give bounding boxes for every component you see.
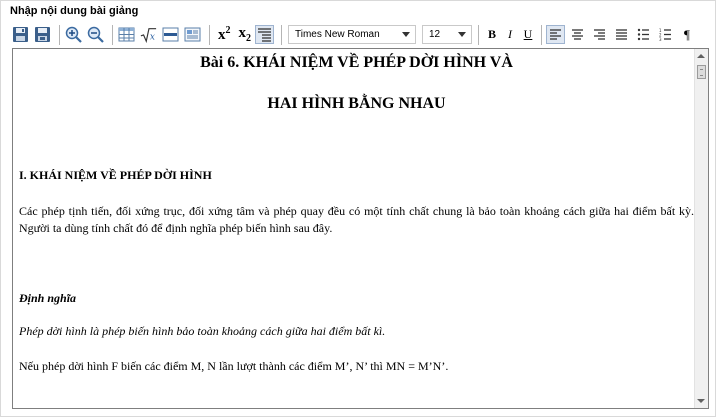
panel-title: Nhập nội dung bài giảng [10,5,139,17]
underline-button[interactable]: U [523,27,533,41]
font-family-value: Times New Roman [295,29,380,40]
svg-text:3: 3 [659,37,662,41]
toolbar-separator [59,25,60,45]
save-button[interactable] [11,25,30,44]
insert-table-button[interactable] [117,25,136,44]
italic-button[interactable]: I [508,27,512,41]
font-size-value: 12 [429,29,441,40]
align-right-icon [593,28,606,41]
formula-icon [140,26,157,43]
chevron-down-icon [458,32,466,37]
toolbar-separator [281,25,282,45]
justify-icon [615,28,628,41]
insert-image-icon [184,26,201,43]
numbered-list-icon [659,28,672,41]
toolbar-separator [209,25,210,45]
bullet-list-button[interactable] [634,25,653,44]
bullet-list-icon [637,28,650,41]
document-title-line1: Bài 6. KHÁI NIỆM VỀ PHÉP DỜI HÌNH VÀ [200,54,513,71]
justify-button[interactable] [612,25,631,44]
definition-heading: Định nghĩa [19,291,77,305]
save-as-icon [34,26,51,43]
align-left-button[interactable] [546,25,565,44]
zoom-out-icon [87,26,104,43]
horizontal-rule-button[interactable] [161,25,180,44]
numbered-list-button[interactable] [656,25,675,44]
definition-text: Phép dời hình là phép biến hình bảo toàn khoảng cách giữa hai điểm bất kì. [19,324,386,338]
scroll-thumb[interactable] [697,65,706,79]
formatting-toolbar [11,21,709,48]
table-icon [118,26,135,43]
paragraph-2: Nếu phép dời hình F biến các điểm M, N lần lượt thành các điểm M’, N’ thì MN = M’N’. [19,359,449,373]
insert-image-button[interactable] [183,25,202,44]
toolbar-separator [541,25,542,45]
align-left-icon [549,28,562,41]
chevron-down-icon [402,32,410,37]
align-center-icon [571,28,584,41]
insert-formula-button[interactable] [139,25,158,44]
superscript-button[interactable]: $x^2$ [218,25,231,43]
save-as-button[interactable] [33,25,52,44]
font-size-select[interactable] [422,25,472,44]
zoom-in-icon [65,26,82,43]
paragraph-format-icon [257,27,272,42]
zoom-in-button[interactable] [64,25,83,44]
svg-text:2: 2 [659,32,662,38]
toolbar-separator [478,25,479,45]
align-right-button[interactable] [590,25,609,44]
scroll-down-icon[interactable] [697,399,705,403]
toolbar-separator [112,25,113,45]
zoom-out-button[interactable] [86,25,105,44]
document-editor[interactable] [12,48,709,409]
paragraph-1: Các phép tịnh tiến, đối xứng trục, đối xứng tâm và phép quay đều có một tính chất chung là bảo toàn khoảng cách giữa hai điểm bất kỳ. Người ta dùng tính chất đó để định nghĩa phép biến hình sau đây. [19,204,694,235]
svg-text:1: 1 [659,28,662,33]
pilcrow-icon[interactable]: ¶ [684,26,690,42]
bold-button[interactable]: B [487,27,496,41]
align-center-button[interactable] [568,25,587,44]
vertical-scrollbar[interactable] [694,49,708,408]
section-heading: I. KHÁI NIỆM VỀ PHÉP DỜI HÌNH [19,168,212,182]
save-icon [12,26,29,43]
subscript-button[interactable]: $x_2$ [238,25,251,44]
font-family-select[interactable] [288,25,416,44]
scroll-up-icon[interactable] [697,54,705,58]
paragraph-format-button[interactable] [255,25,274,44]
svg-text:x: x [149,32,155,43]
document-title-line2: HAI HÌNH BẰNG NHAU [267,95,446,112]
horizontal-rule-icon [162,26,179,43]
